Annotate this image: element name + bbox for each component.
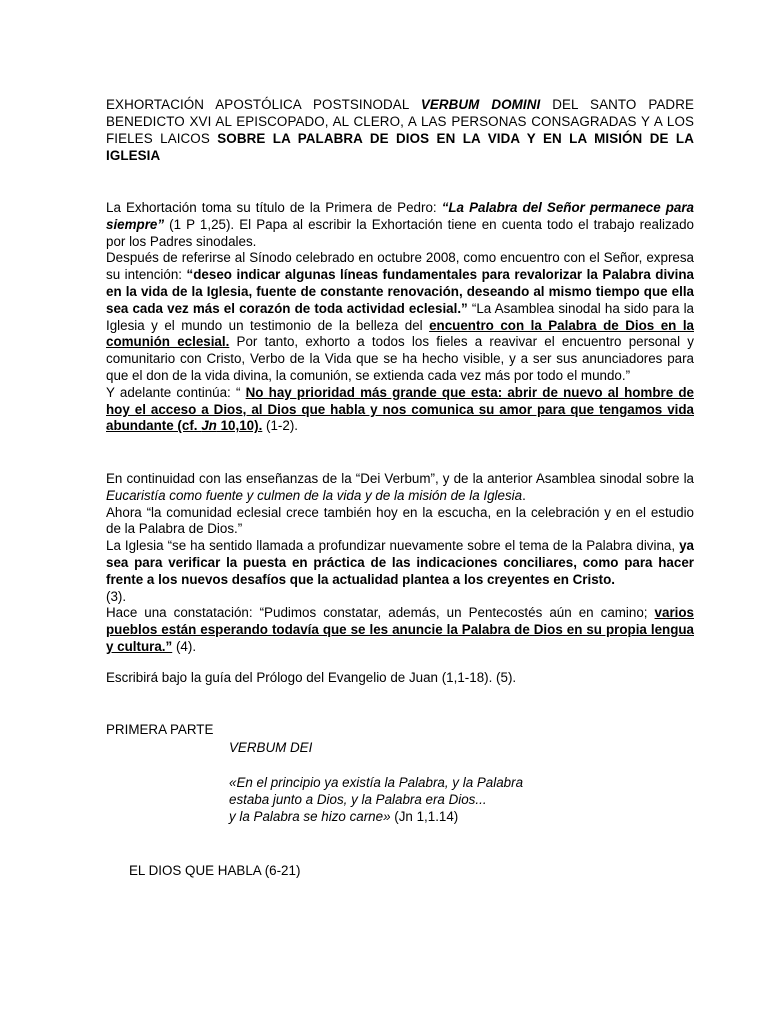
quote-reference: (Jn 1,1.14) [390,808,459,824]
underlined-quote: varios pueblos están esperando todavía que se les anuncie la Palabra de Dios en su propia lengua y cultura.” [106,605,694,654]
bold-quote: ya sea para verificar la puesta en práctica de las indicaciones conciliares, como para hacer frente a los nuevos desafíos que la actualidad plantea a los creyentes en Cristo. [106,538,694,587]
continuity-section [106,471,694,656]
text: Hace una constatación: “Pudimos constatar, además, un Pentecostés aún en camino; [106,605,655,621]
underlined-quote: encuentro con la Palabra de Dios en la comunión eclesial. [106,317,694,350]
intro-paragraph-2 [106,250,694,384]
text: Y adelante continúa: “ [106,384,246,400]
continuity-paragraph-3-ref: (3). [106,588,127,604]
intro-paragraph-1 [106,200,694,250]
text: “La Asamblea sinodal ha sido para la Iglesia y el mundo un testimonio de la belleza del [106,300,694,333]
text: Jn [201,418,217,434]
part-one-subtitle: VERBUM DEI [229,740,313,755]
continuity-paragraph-1 [106,471,694,505]
text: La Iglesia “se ha sentido llamada a profundizar nuevamente sobre el tema de la Palabra divina, [106,538,680,554]
continuity-paragraph-4 [106,605,694,655]
part-one-heading: PRIMERA PARTE [106,722,214,737]
text: (1 P 1,25). El Papa al escribir la Exhortación tiene en cuenta todo el trabajo realizado por los Padres sinodales. [106,216,694,249]
quote-line-1: «En el principio ya existía la Palabra, y la Palabra [229,775,524,790]
intro-paragraph-3 [106,385,694,435]
title-part-3: DEL SANTO PADRE BENEDICTO XVI AL EPISCOPADO, AL CLERO, A LAS PERSONAS CONSAGRADAS Y A LOS FIELES LAICOS [106,97,694,146]
intro-section [106,200,694,435]
text: La Exhortación toma su título de la Primera de Pedro: [106,200,442,215]
text: y la Palabra se hizo carne» [229,808,391,824]
text: (4). [172,638,197,654]
continuity-paragraph-3 [106,538,694,588]
text: (1-2). [262,418,299,434]
title-part-1: EXHORTACIÓN APOSTÓLICA POSTSINODAL [106,97,421,112]
quote-line-3 [229,809,574,826]
text: Después de referirse al Sínodo celebrado en octubre 2008, como encuentro con el Señor, expresa su intención: [106,250,694,283]
quote-line-2: estaba junto a Dios, y la Palabra era Dios... [229,791,487,807]
italic-text: Eucaristía como fuente y culmen de la vida y de la misión de la Iglesia [106,487,523,503]
quote-title: “La Palabra del Señor permanece para siempre” [106,200,694,232]
section-heading: EL DIOS QUE HABLA (6-21) [129,863,301,878]
text: Por tanto, exhorto a todos los fieles a reavivar el encuentro personal y comunitario con Cristo, Verbo de la Vida que se ha hecho visible, y a ser sus anunciadores para que el don de la vida divina, la comunión, se extienda cada vez más por todo el mundo.” [106,334,694,383]
title-part-4: SOBRE LA PALABRA DE DIOS EN LA VIDA Y EN LA MISIÓN DE LA IGLESIA [106,131,694,163]
bold-quote: “deseo indicar algunas líneas fundamentales para revalorizar la Palabra divina en la vida de la Iglesia, fuente de constante renovación, deseando al mismo tiempo que ella sea cada vez más el corazón de toda actividad eclesial.” [106,267,695,316]
text: En continuidad con las enseñanzas de la “Dei Verbum”, y de la anterior Asamblea sinodal sobre la [106,471,694,486]
text: 10,10). [216,418,263,434]
epigraph-quote [229,775,574,825]
title-verbum-domini: VERBUM DOMINI [420,97,541,112]
continuity-paragraph-2: Ahora “la comunidad eclesial crece también hoy en la escucha, en la celebración y en el estudio de la Palabra de Dios.” [106,504,694,537]
prologue-paragraph: Escribirá bajo la guía del Prólogo del Evangelio de Juan (1,1-18). (5). [106,670,517,685]
text: . [522,487,526,503]
text: No hay prioridad más grande que esta: abrir de nuevo al hombre de hoy el acceso a Dios, al Dios que habla y nos comunica su amor para que tengamos vida abundante (cf. [106,384,694,434]
document-title [106,96,694,164]
